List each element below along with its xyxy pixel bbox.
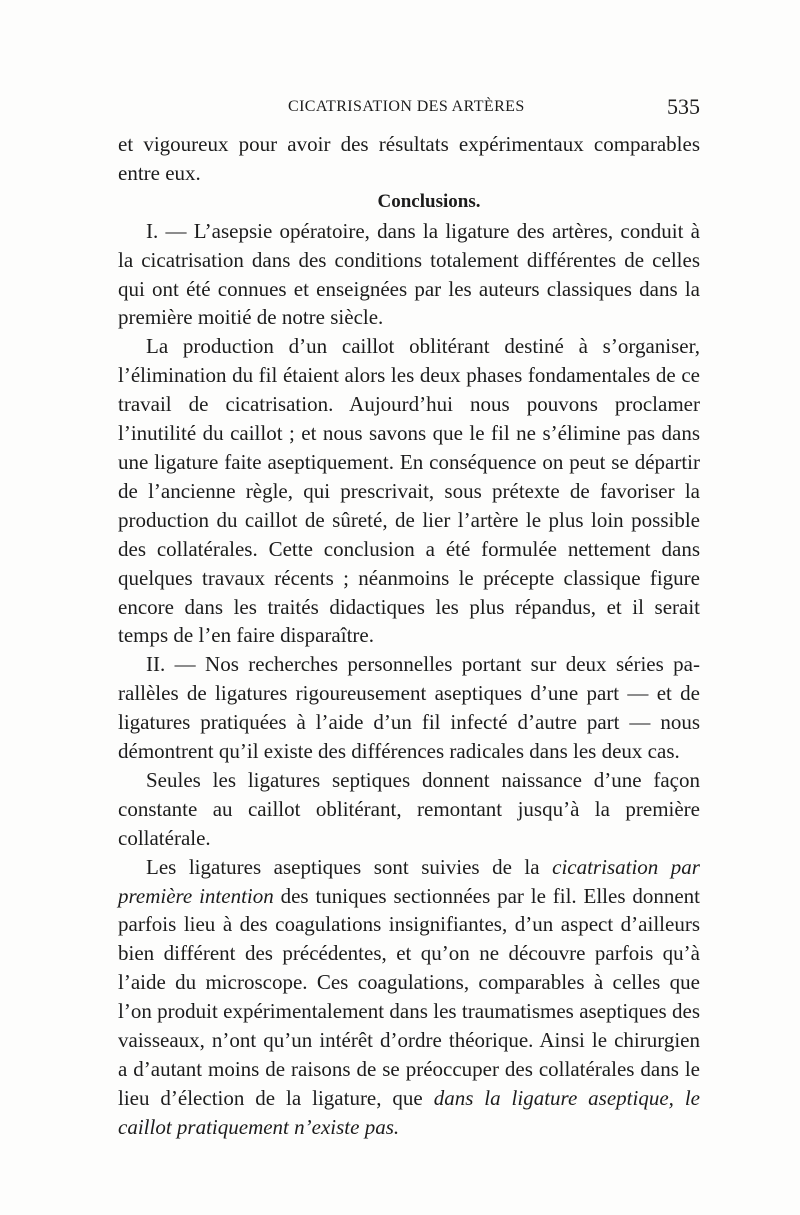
paragraph-1: I. — L’asepsie opératoire, dans la ligature des artères, conduit à la cicatrisation dans des conditions totalement différentes de celles qui ont été connues et enseignées par les auteurs classiques dans la première moitié de notre siècle. (118, 218, 700, 330)
intro-continuation: et vigoureux pour avoir des résultats expérimentaux comparables entre eux. (118, 132, 700, 185)
page-header (118, 94, 700, 124)
body-text (118, 130, 700, 1142)
paragraph-3: II. — Nos recherches personnelles portant sur deux séries parallèles de ligatures rigoureusement aseptiques d’une part — et de ligatures pratiquées à l’aide d’un fil infecté d’autre part — nous démontrent qu’il existe des différences radicales dans les deux cas. (118, 652, 700, 764)
paragraph-4: Seules les ligatures septiques donnent naissance d’une façon constante au caillot oblitérant, remontant jusqu’à la première collatérale. (118, 767, 700, 850)
paragraph-5 (118, 853, 700, 1142)
paragraph-2: La production d’un caillot oblitérant destiné à s’organiser, l’élimination du fil étaient alors les deux phases fondamentales de ce travail de cicatrisation. Aujourd’hui nous pouvons proclamer l’inutilité du caillot ; et nous savons que le fil ne s’élimine pas dans une ligature faite aseptiquement. En conséquence on peut se départir de l’ancienne règle, qui prescrivait, sous prétexte de favoriser la production du caillot de sûreté, de lier l’artère le plus loin possible des collatérales. Cette conclusion a été formulée nettement dans quelques travaux récents ; néanmoins le précepte classique figure encore dans les traités didactiques les plus répandus, et il serait temps de l’en faire disparaître. (118, 334, 700, 648)
page-number: 535 (667, 94, 700, 119)
running-head: CICATRISATION DES ARTÈRES (288, 98, 525, 115)
paragraph-5-part-1: Les ligatures aseptiques sont suivies de la (146, 854, 553, 879)
paragraph-5-italic-1: cicatrisation par première intention (118, 854, 700, 908)
paragraph-5-italic-2: dans la ligature aseptique, le caillot pratiquement n’existe pas. (118, 1085, 700, 1139)
paragraph-5-part-2: des tuniques sectionnées par le fil. Elles donnent parfois lieu à des coagulations insignifiantes, d’un aspect d’ailleurs bien différent des précédentes, et qu’on ne découvre parfois qu’à l’aide du microscope. Ces coagulations, comparables à celles que l’on produit expérimentalement dans les traumatismes aseptiques des vaisseaux, n’ont qu’un intérêt d’ordre théorique. Ainsi le chirurgien a d’autant moins de raisons de se préoccuper des collatérales dans le lieu d’élection de la ligature, que (118, 883, 700, 1110)
section-title: Conclusions. (377, 190, 481, 212)
